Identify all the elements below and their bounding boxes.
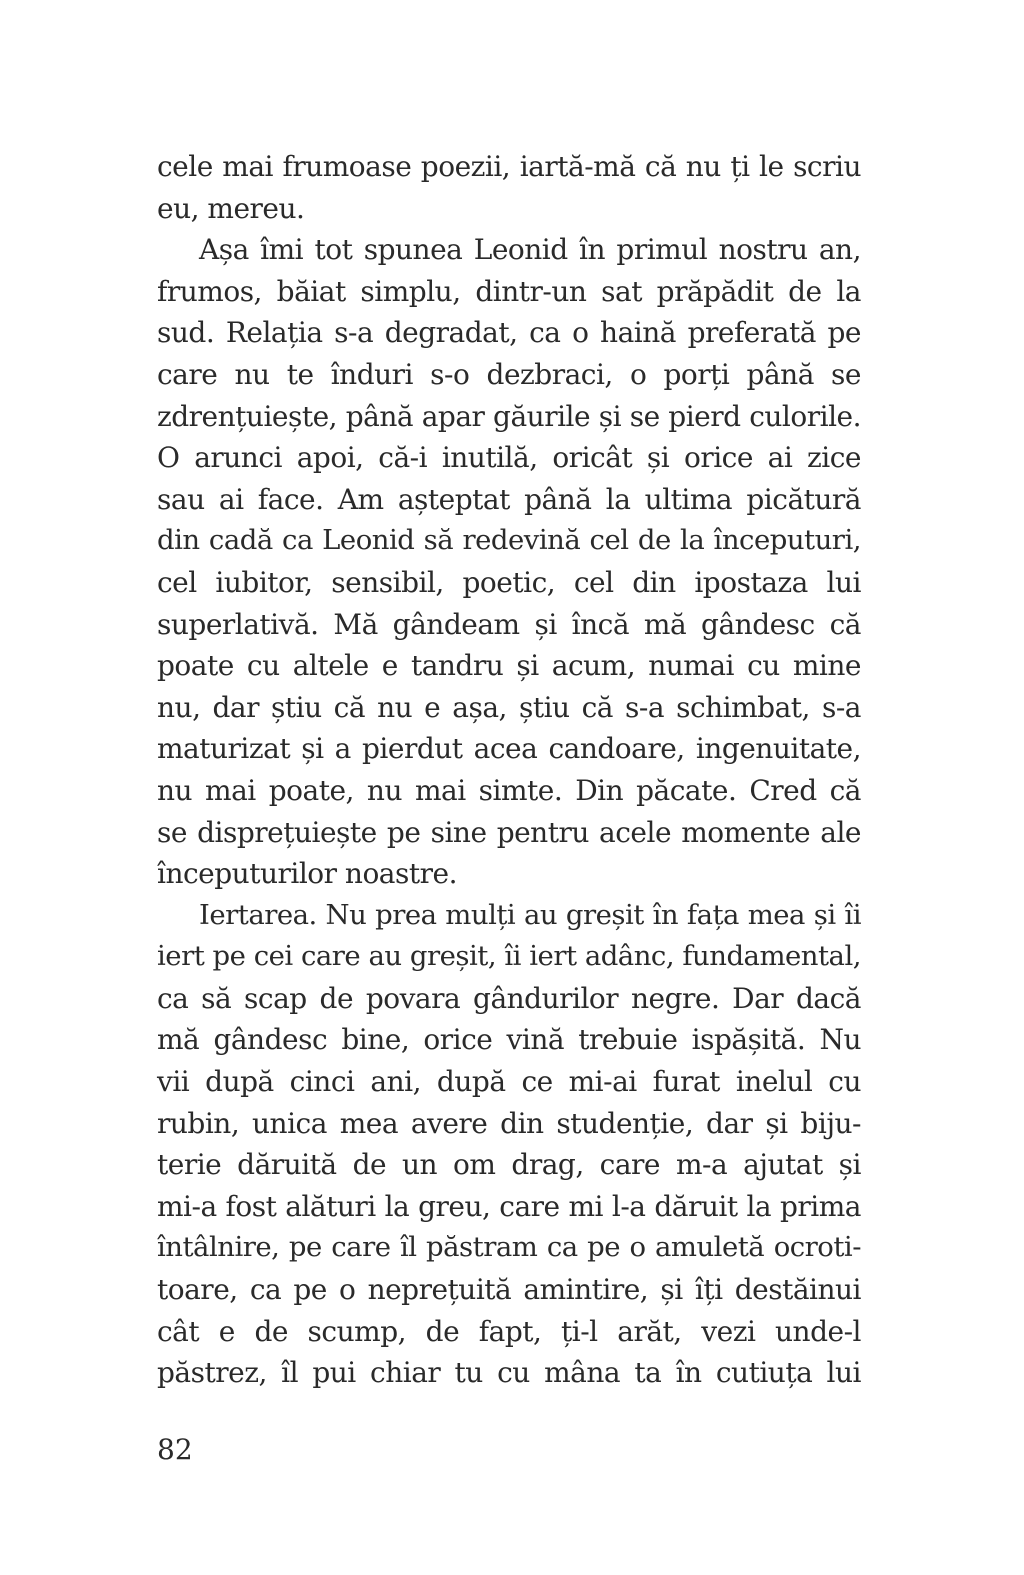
text-line: eu, mereu. (157, 191, 305, 225)
text-line: care nu te înduri s-o dezbraci, o porți până se (157, 357, 861, 391)
text-line: Iertarea. Nu prea mulți au greșit în fața mea și îi (199, 898, 861, 931)
text-line: frumos, băiat simplu, dintr-un sat prăpădit de la (157, 274, 861, 308)
text-line: vii după cinci ani, după ce mi-ai furat inelul cu (157, 1065, 861, 1099)
text-line: poate cu altele e tandru și acum, numai cu mine (157, 649, 861, 683)
text-line: terie dăruită de un om drag, care m-a ajutat și (157, 1148, 861, 1182)
text-line: cel iubitor, sensibil, poetic, cel din ipostaza lui (157, 565, 861, 599)
text-line: ca să scap de povara gândurilor negre. Dar dacă (157, 981, 861, 1015)
text-line: Așa îmi tot spunea Leonid în primul nostru an, (199, 233, 861, 267)
text-line: mi-a fost alături la greu, care mi l-a dăruit la prima (157, 1189, 861, 1223)
text-line: cât e de scump, de fapt, ți-l arăt, vezi unde-l (157, 1314, 861, 1348)
body-text (157, 146, 861, 1394)
text-line: păstrez, îl pui chiar tu cu mâna ta în cutiuța lui (157, 1356, 861, 1390)
page-number: 82 (157, 1433, 193, 1466)
text-line: O arunci apoi, că-i inutilă, oricât și orice ai zice (157, 441, 861, 475)
text-line: toare, ca pe o neprețuită amintire, și îți destăinui (157, 1273, 861, 1307)
text-line: cele mai frumoase poezii, iartă-mă că nu ți le scriu (157, 150, 861, 183)
text-line: întâlnire, pe care îl păstram ca pe o amuletă ocroti- (157, 1231, 861, 1264)
text-line: sau ai face. Am așteptat până la ultima picătură (157, 482, 861, 516)
text-line: mă gândesc bine, orice vină trebuie ispășită. Nu (157, 1023, 861, 1057)
text-line: maturizat și a pierdut acea candoare, ingenuitate, (157, 732, 861, 766)
text-line: superlativă. Mă gândeam și încă mă gândesc că (157, 607, 861, 641)
text-line: se disprețuiește pe sine pentru acele momente ale (157, 815, 861, 849)
text-line: zdrențuiește, până apar găurile și se pierd culorile. (157, 399, 861, 433)
text-line: sud. Relația s-a degradat, ca o haină preferată pe (157, 316, 861, 350)
text-line: din cadă ca Leonid să redevină cel de la începuturi, (157, 524, 861, 557)
text-line: nu, dar știu că nu e așa, știu că s-a schimbat, s-a (157, 690, 861, 724)
text-line: începuturilor noastre. (157, 857, 457, 891)
text-line: rubin, unica mea avere din studenție, dar și biju- (157, 1106, 861, 1140)
text-line: iert pe cei care au greșit, îi iert adânc, fundamental, (157, 940, 861, 973)
text-line: nu mai poate, nu mai simte. Din păcate. Cred că (157, 773, 861, 807)
